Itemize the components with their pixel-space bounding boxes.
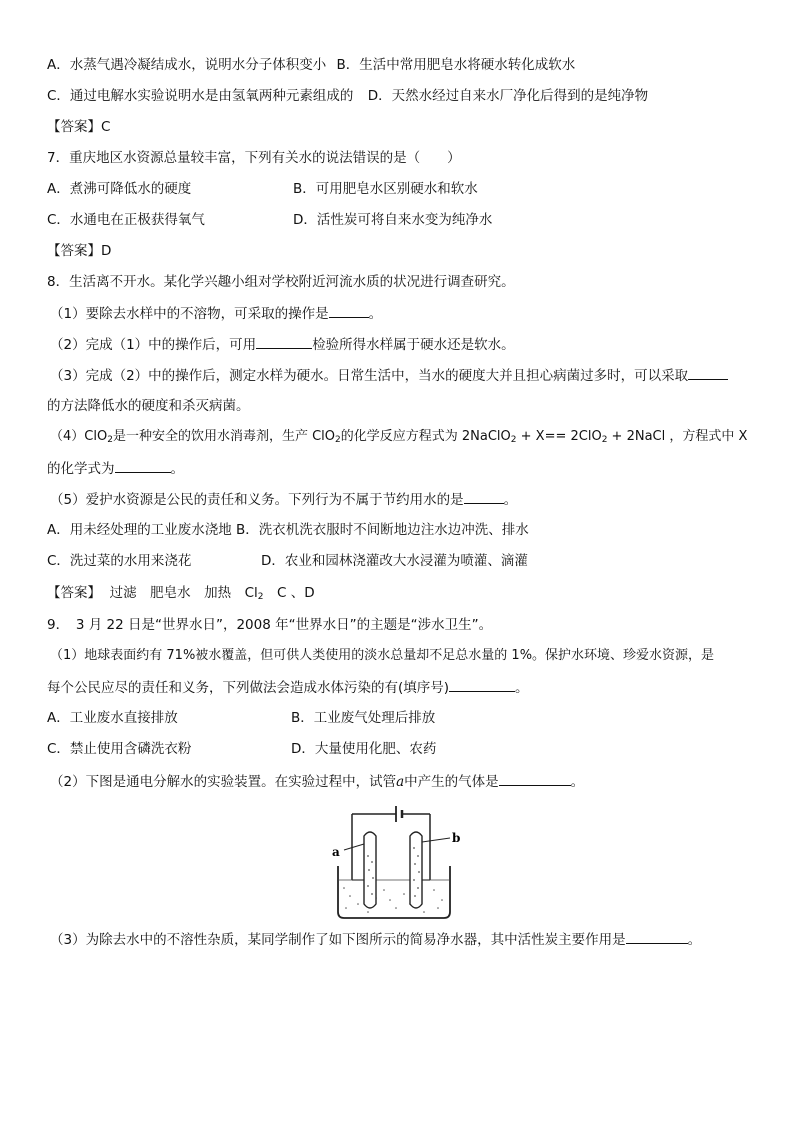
q8-part-4-text-a: （4）ClO — [50, 429, 108, 444]
q9-part-2-text-b: 中产生的气体是 — [404, 774, 499, 790]
subscript: 2 — [510, 435, 517, 445]
test-tube-b — [410, 832, 422, 908]
q8-part-1-end: 。 — [368, 306, 383, 322]
q8-row-ab — [47, 521, 529, 539]
q9-option-d: D．大量使用化肥、农药 — [291, 741, 437, 757]
variable-a: a — [396, 774, 405, 790]
q8-part-1-text: （1）要除去水样中的不溶物，可采取的操作是 — [50, 306, 329, 322]
answer-value: C — [101, 119, 111, 135]
subscript: 2 — [335, 435, 341, 445]
q8-option-d: D．农业和园林浇灌改大水浸灌为喷灌、滴灌 — [261, 553, 528, 569]
q7-option-a: A．煮沸可降低水的硬度 — [47, 181, 192, 197]
q9-stem: 9． 3 月 22 日是“世界水日”，2008 年“世界水日”的主题是“涉水卫生”。 — [47, 617, 493, 633]
q9-option-b: B．工业废气处理后排放 — [291, 710, 436, 726]
q6-option-c: C．通过电解水实验说明水是由氢氧两种元素组成的 — [47, 88, 354, 104]
q7-option-c: C．水通电在正极获得氧气 — [47, 212, 205, 228]
answer-blank[interactable] — [464, 490, 504, 504]
q9-part-3-end: 。 — [687, 932, 702, 948]
q7-option-d: D．活性炭可将自来水变为纯净水 — [293, 212, 493, 228]
q8-row-cd — [47, 552, 747, 570]
q8-part-3 — [50, 366, 728, 385]
q7-option-b: B．可用肥皂水区别硬水和软水 — [293, 181, 478, 197]
q8-part-4-end: 。 — [170, 461, 184, 477]
q8-option-b: B．洗衣机洗衣服时不间断地边注水边冲洗、排水 — [236, 522, 529, 538]
q8-part-4 — [50, 428, 747, 449]
q6-option-a: A．水蒸气遇冷凝结成水，说明水分子体积变小 — [47, 57, 327, 73]
q8-part-5-end: 。 — [503, 492, 518, 508]
answer-label: 【答案】 — [47, 243, 101, 259]
q9-part-2-end: 。 — [570, 774, 585, 790]
q9-option-c: C．禁止使用含磷洗衣粉 — [47, 741, 192, 757]
q6-row-ab — [47, 56, 575, 74]
label-line-a — [344, 844, 364, 850]
q8-part-5 — [50, 490, 517, 509]
q7-row-ab — [47, 180, 747, 198]
q7-row-cd — [47, 211, 747, 229]
q8-part-4-text-d: + X== 2ClO — [516, 429, 602, 444]
q9-row-ab — [47, 709, 747, 727]
q9-row-cd — [47, 740, 747, 758]
answer-blank[interactable] — [329, 304, 369, 318]
q8-part-3-cont: 的方法降低水的硬度和杀灭病菌。 — [47, 398, 250, 414]
answer-value-a: 过滤 肥皂水 加热 Cl — [109, 585, 258, 601]
q8-part-3-text-a: （3）完成（2）中的操作后，测定水样为硬水。日常生活中，当水的硬度大并且担心病菌过多时，可以采取 — [50, 368, 689, 384]
q7-answer — [47, 242, 111, 260]
answer-value: D — [101, 243, 112, 259]
answer-label: 【答案】 — [47, 585, 101, 601]
q9-part-3-text: （3）为除去水中的不溶性杂质，某同学制作了如下图所示的简易净水器，其中活性炭主要作用是 — [50, 932, 626, 948]
q7-stem: 7．重庆地区水资源总量较丰富，下列有关水的说法错误的是（ ） — [47, 150, 461, 166]
q8-part-4-text-c: 的化学反应方程式为 2NaClO — [340, 429, 511, 444]
answer-blank[interactable] — [688, 366, 728, 380]
subscript: 2 — [257, 592, 264, 602]
q8-option-a: A．用未经处理的工业废水浇地 — [47, 522, 232, 538]
q8-part-4-cont — [47, 459, 184, 478]
q8-part-5-text: （5）爱护水资源是公民的责任和义务。下列行为不属于节约用水的是 — [50, 492, 464, 508]
answer-value-b: C 、D — [263, 585, 315, 601]
water-trough — [338, 866, 450, 918]
electrolysis-apparatus-diagram — [324, 800, 474, 920]
q9-option-a: A．工业废水直接排放 — [47, 710, 178, 726]
q8-part-2-text-b: 检验所得水样属于硬水还是软水。 — [312, 337, 515, 353]
answer-label: 【答案】 — [47, 119, 101, 135]
q6-row-cd — [47, 87, 648, 105]
q8-part-4-text-f: 的化学式为 — [47, 461, 115, 477]
q9-part-2 — [50, 772, 584, 791]
q8-answer — [47, 584, 315, 606]
q9-part-1-end: 。 — [515, 680, 529, 696]
q9-part-2-text-a: （2）下图是通电分解水的实验装置。在实验过程中，试管 — [50, 774, 397, 790]
answer-blank[interactable] — [256, 335, 312, 349]
label-a: a — [332, 845, 340, 859]
q6-option-b: B．生活中常用肥皂水将硬水转化成软水 — [336, 57, 576, 73]
answer-blank[interactable] — [499, 772, 571, 786]
answer-blank[interactable] — [449, 678, 515, 692]
q8-stem: 8．生活离不开水。某化学兴趣小组对学校附近河流水质的状况进行调查研究。 — [47, 274, 515, 290]
q9-part-1: （1）地球表面约有 71%被水覆盖，但可供人类使用的淡水总量却不足总水量的 1%。保护水环境、珍爱水资源，是 — [50, 648, 715, 663]
q9-part-3 — [50, 930, 701, 949]
q6-answer — [47, 118, 110, 136]
q8-part-2 — [50, 335, 515, 354]
q8-part-2-text-a: （2）完成（1）中的操作后，可用 — [50, 337, 257, 353]
answer-blank[interactable] — [115, 459, 171, 473]
test-tube-a — [364, 832, 376, 908]
label-line-b — [422, 838, 450, 842]
q9-part-1-cont — [47, 678, 529, 697]
subscript: 2 — [107, 435, 113, 445]
label-b: b — [452, 831, 461, 845]
answer-blank[interactable] — [626, 930, 688, 944]
q8-part-1 — [50, 304, 382, 323]
q8-option-c: C．洗过菜的水用来浇花 — [47, 553, 192, 569]
q9-part-1-text-b: 每个公民应尽的责任和义务，下列做法会造成水体污染的有(填序号) — [47, 680, 450, 696]
water-dots — [343, 887, 443, 913]
q8-part-4-text-b: 是一种安全的饮用水消毒剂，生产 ClO — [112, 429, 335, 444]
q6-option-d: D．天然水经过自来水厂净化后得到的是纯净物 — [367, 88, 649, 104]
subscript: 2 — [601, 435, 608, 445]
q8-part-4-text-e: + 2NaCl ，方程式中 X — [607, 429, 748, 444]
